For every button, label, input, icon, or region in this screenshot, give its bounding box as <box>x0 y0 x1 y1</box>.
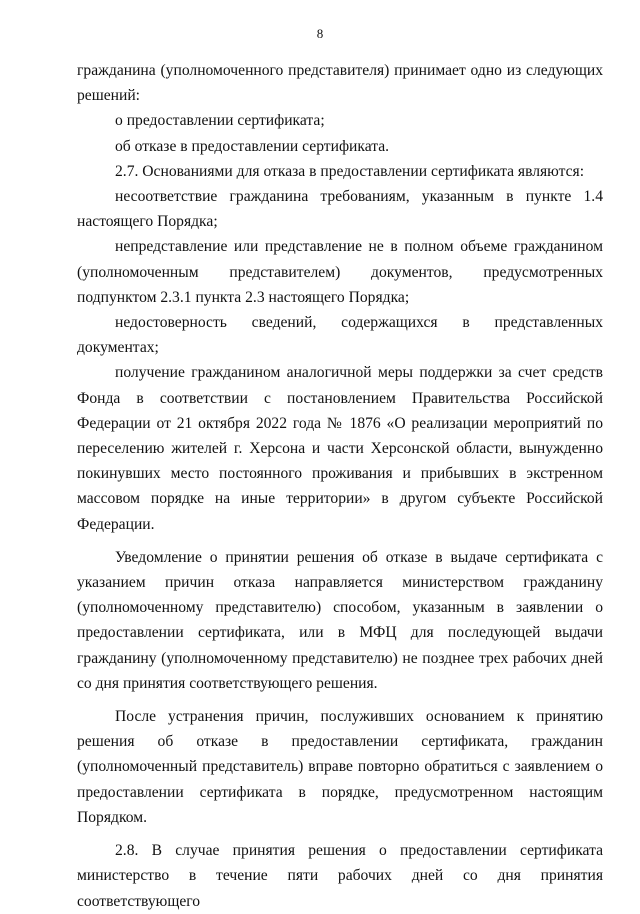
paragraph-section-2-8: 2.8. В случае принятия решения о предоставлении сертификата министерство в течение пяти рабочих дней со дня принятия соответствующего <box>77 842 603 910</box>
paragraph-reason-1: несоответствие гражданина требованиям, указанным в пункте 1.4 настоящего Порядка; <box>77 188 603 231</box>
paragraph-decision-intro: гражданина (уполномоченного представителя) принимает одно из следующих решений: <box>77 62 603 105</box>
document-body <box>77 58 603 914</box>
paragraph-reason-4: получение гражданином аналогичной меры поддержки за счет средств Фонда в соответствии с постановлением Правительства Российской Федерации от 21 октября 2022 года № 1876 «О реализации мероприятий по переселению жителей г. Херсона и части Херсонской области, вынужденно покинувших место постоянного проживания и прибывших в экстренном массовом порядке на иные территории» в другом субъекте Российской Федерации. <box>77 364 603 533</box>
paragraph-option-grant: о предоставлении сертификата; <box>115 112 325 130</box>
page-number: 8 <box>316 26 324 41</box>
paragraph-notification: Уведомление о принятии решения об отказе в выдаче сертификата с указанием причин отказа направляется министерством гражданину (уполномоченному представителю) способом, указанным в заявлении о предоставлении сертификата, или в МФЦ для последующей выдачи гражданину (уполномоченному представителю) не позднее трех рабочих дней со дня принятия соответствующего решения. <box>77 548 603 692</box>
paragraph-section-2-7: 2.7. Основаниями для отказа в предоставлении сертификата являются: <box>115 162 585 180</box>
paragraph-reapply: После устранения причин, послуживших основанием к принятию решения об отказе в предоставлении сертификата, гражданин (уполномоченный представитель) вправе повторно обратиться с заявлением о предоставлении сертификата в порядке, предусмотренном настоящим Порядком. <box>77 708 603 826</box>
paragraph-reason-2: непредставление или представление не в полном объеме гражданином (уполномоченным представителем) документов, предусмотренных подпунктом 2.3.1 пункта 2.3 настоящего Порядка; <box>77 238 603 306</box>
paragraph-option-refuse: об отказе в предоставлении сертификата. <box>115 137 390 155</box>
paragraph-reason-3: недостоверность сведений, содержащихся в представленных документах; <box>77 314 603 357</box>
